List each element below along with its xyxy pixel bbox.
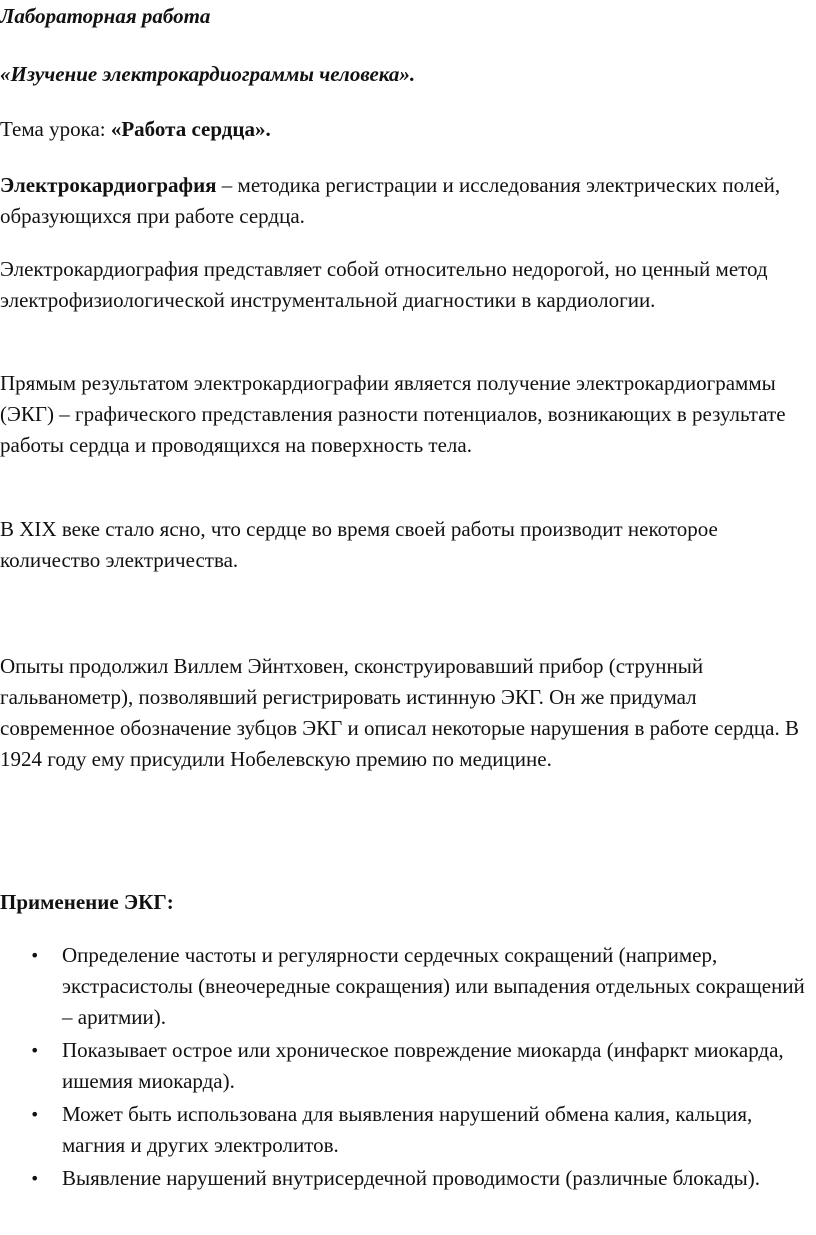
paragraph-method: Электрокардиография представляет собой относительно недорогой, но ценный метод электрофизиологической инструментальной диагностики в кардиологии. xyxy=(0,257,768,312)
lab-title: Лабораторная работа xyxy=(0,4,211,28)
list-item xyxy=(0,940,806,1033)
bullet-icon: • xyxy=(30,1041,40,1060)
topic-value: «Работа сердца». xyxy=(110,117,271,141)
list-item xyxy=(0,1163,806,1194)
section-heading: Применение ЭКГ: xyxy=(0,890,174,914)
paragraph-einthoven: Опыты продолжил Виллем Эйнтховен, сконструировавший прибор (струнный гальванометр), позволявший регистрировать истинную ЭКГ. Он же придумал современное обозначение зубцов ЭКГ и описал некоторые нарушения в работе сердца. В 1924 году ему присудили Нобелевскую премию по медицине. xyxy=(0,654,799,771)
list-item-text: Может быть использована для выявления нарушений обмена калия, кальция, магния и других электролитов. xyxy=(62,1102,753,1157)
topic-label: Тема урока: xyxy=(0,117,111,141)
definition-paragraph xyxy=(0,170,806,232)
list-item-text: Определение частоты и регулярности сердечных сокращений (например, экстрасистолы (внеочередные сокращения) или выпадения отдельных сокращений – аритмии). xyxy=(62,943,805,1029)
lab-subtitle: «Изучение электрокардиограммы человека». xyxy=(0,62,416,86)
definition-term: Электрокардиография xyxy=(0,173,217,197)
list-item-text: Показывает острое или хроническое повреждение миокарда (инфаркт миокарда, ишемия миокарда). xyxy=(62,1038,784,1093)
applications-list xyxy=(0,940,806,1196)
paragraph-history: В XIX веке стало ясно, что сердце во время своей работы производит некоторое количество электричества. xyxy=(0,517,718,572)
bullet-icon: • xyxy=(30,1169,40,1188)
definition-text: – методика регистрации и исследования электрических полей, образующихся при работе сердца. xyxy=(0,173,781,228)
paragraph-result: Прямым результатом электрокардиографии является получение электрокардиограммы (ЭКГ) – графического представления разности потенциалов, возникающих в результате работы сердца и проводящихся на поверхность тела. xyxy=(0,371,786,457)
bullet-icon: • xyxy=(30,946,40,965)
bullet-icon: • xyxy=(30,1105,40,1124)
list-item-text: Выявление нарушений внутрисердечной проводимости (различные блокады). xyxy=(62,1166,761,1190)
list-item xyxy=(0,1099,806,1161)
lesson-topic xyxy=(0,114,806,145)
list-item xyxy=(0,1035,806,1097)
